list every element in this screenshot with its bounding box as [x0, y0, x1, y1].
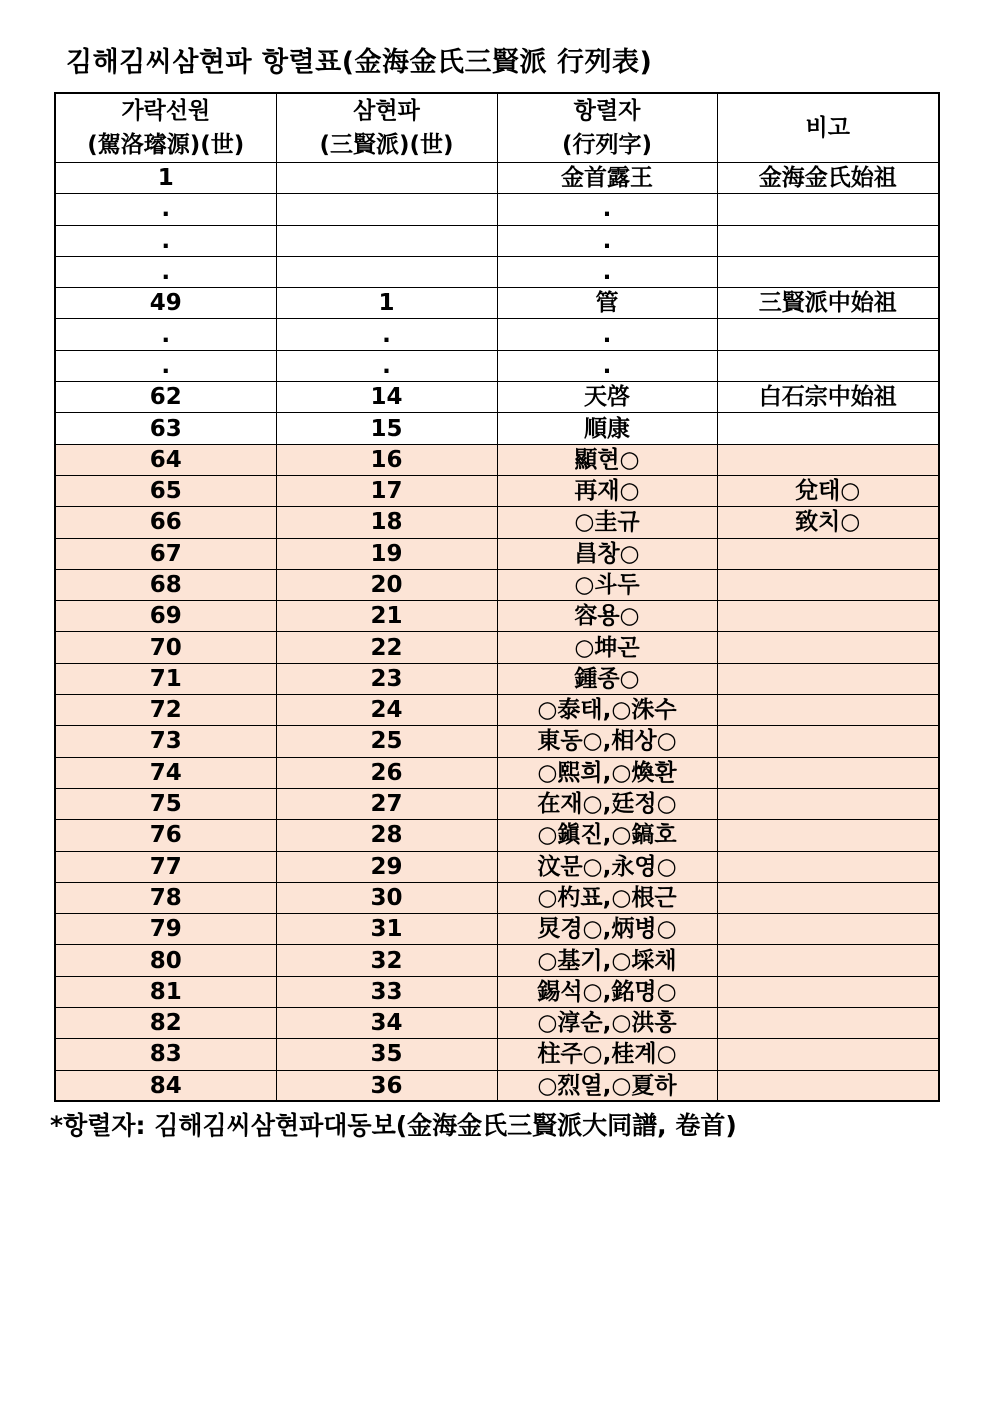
- table-row: [55, 319, 939, 350]
- table-row: [55, 288, 939, 319]
- cell-character: 管: [497, 288, 717, 319]
- cell-generation: 49: [55, 288, 276, 319]
- cell-note: [717, 726, 939, 757]
- cell-note: [717, 256, 939, 287]
- cell-generation: 72: [55, 695, 276, 726]
- cell-note: [717, 663, 939, 694]
- cell-note: 金海金氏始祖: [717, 163, 939, 194]
- cell-note: 兌태○: [717, 475, 939, 506]
- cell-generation: 77: [55, 851, 276, 882]
- cell-branch: 21: [276, 601, 497, 632]
- cell-note: 三賢派中始祖: [717, 288, 939, 319]
- table-row: [55, 507, 939, 538]
- cell-branch: 31: [276, 914, 497, 945]
- cell-branch: 20: [276, 569, 497, 600]
- cell-note: [717, 851, 939, 882]
- cell-note: [717, 319, 939, 350]
- cell-generation: 70: [55, 632, 276, 663]
- cell-generation: 84: [55, 1070, 276, 1101]
- cell-character: 汶문○,永영○: [497, 851, 717, 882]
- cell-generation: 66: [55, 507, 276, 538]
- cell-character: ○烈열,○夏하: [497, 1070, 717, 1101]
- cell-generation: 63: [55, 413, 276, 444]
- cell-note: 白石宗中始祖: [717, 382, 939, 413]
- header-note-label: 비고: [805, 115, 850, 141]
- cell-branch: 23: [276, 663, 497, 694]
- cell-character: ○圭규: [497, 507, 717, 538]
- header-note: [717, 93, 939, 163]
- cell-character: 順康: [497, 413, 717, 444]
- cell-character: 昌창○: [497, 538, 717, 569]
- cell-character: .: [497, 319, 717, 350]
- cell-generation: 69: [55, 601, 276, 632]
- cell-generation: 79: [55, 914, 276, 945]
- cell-branch: 14: [276, 382, 497, 413]
- cell-character: 再재○: [497, 475, 717, 506]
- header-character: [497, 93, 717, 163]
- table-row: [55, 256, 939, 287]
- table-row: [55, 163, 939, 194]
- table-row: [55, 194, 939, 225]
- cell-branch: 29: [276, 851, 497, 882]
- cell-branch: 15: [276, 413, 497, 444]
- cell-note: [717, 757, 939, 788]
- cell-branch: 27: [276, 788, 497, 819]
- cell-note: [717, 882, 939, 913]
- cell-character: ○坤곤: [497, 632, 717, 663]
- cell-character: 柱주○,桂계○: [497, 1039, 717, 1070]
- cell-branch: 22: [276, 632, 497, 663]
- cell-generation: .: [55, 225, 276, 256]
- table-row: [55, 475, 939, 506]
- cell-character: 炅경○,炳병○: [497, 914, 717, 945]
- cell-note: [717, 225, 939, 256]
- cell-branch: [276, 256, 497, 287]
- cell-note: [717, 695, 939, 726]
- cell-character: 容용○: [497, 601, 717, 632]
- cell-branch: 26: [276, 757, 497, 788]
- cell-branch: 35: [276, 1039, 497, 1070]
- cell-generation: 83: [55, 1039, 276, 1070]
- cell-note: [717, 538, 939, 569]
- table-row: [55, 1070, 939, 1101]
- cell-character: ○基기,○埰채: [497, 945, 717, 976]
- cell-note: [717, 1070, 939, 1101]
- header-generation-sublabel: (駕洛璿源)(世): [87, 132, 245, 158]
- cell-character: .: [497, 256, 717, 287]
- cell-branch: [276, 163, 497, 194]
- cell-generation: 1: [55, 163, 276, 194]
- table-row: [55, 695, 939, 726]
- cell-branch: 32: [276, 945, 497, 976]
- table-row: [55, 1008, 939, 1039]
- header-generation-label: 가락선원: [121, 98, 211, 124]
- cell-note: [717, 1039, 939, 1070]
- cell-generation: 75: [55, 788, 276, 819]
- cell-generation: .: [55, 194, 276, 225]
- table-row: [55, 444, 939, 475]
- table-row: [55, 914, 939, 945]
- cell-branch: 28: [276, 820, 497, 851]
- cell-character: 東동○,相상○: [497, 726, 717, 757]
- header-character-sublabel: (行列字): [561, 132, 653, 158]
- cell-generation: 80: [55, 945, 276, 976]
- cell-note: [717, 601, 939, 632]
- table-row: [55, 632, 939, 663]
- cell-note: [717, 444, 939, 475]
- cell-character: 錫석○,銘명○: [497, 976, 717, 1007]
- cell-generation: 73: [55, 726, 276, 757]
- cell-character: .: [497, 350, 717, 381]
- cell-branch: 34: [276, 1008, 497, 1039]
- cell-generation: 78: [55, 882, 276, 913]
- table-row: [55, 1039, 939, 1070]
- cell-generation: 64: [55, 444, 276, 475]
- table-row: [55, 757, 939, 788]
- cell-generation: .: [55, 350, 276, 381]
- cell-generation: .: [55, 319, 276, 350]
- table-row: [55, 538, 939, 569]
- table-row: [55, 225, 939, 256]
- table-row: [55, 851, 939, 882]
- header-character-label: 항렬자: [573, 98, 641, 124]
- cell-note: [717, 914, 939, 945]
- cell-character: ○熙희,○煥환: [497, 757, 717, 788]
- cell-branch: 1: [276, 288, 497, 319]
- table-row: [55, 382, 939, 413]
- cell-generation: .: [55, 256, 276, 287]
- cell-branch: 36: [276, 1070, 497, 1101]
- cell-character: ○淳순,○洪홍: [497, 1008, 717, 1039]
- cell-generation: 62: [55, 382, 276, 413]
- cell-branch: 19: [276, 538, 497, 569]
- cell-branch: .: [276, 350, 497, 381]
- table-row: [55, 413, 939, 444]
- cell-note: [717, 413, 939, 444]
- cell-generation: 74: [55, 757, 276, 788]
- cell-character: ○杓표,○根근: [497, 882, 717, 913]
- cell-generation: 81: [55, 976, 276, 1007]
- table-row: [55, 726, 939, 757]
- table-header-row: [55, 93, 939, 163]
- table-row: [55, 788, 939, 819]
- lineage-table: [54, 92, 940, 1102]
- table-row: [55, 569, 939, 600]
- cell-branch: 17: [276, 475, 497, 506]
- cell-generation: 76: [55, 820, 276, 851]
- table-row: [55, 976, 939, 1007]
- cell-note: [717, 820, 939, 851]
- cell-generation: 65: [55, 475, 276, 506]
- cell-branch: 16: [276, 444, 497, 475]
- cell-character: .: [497, 225, 717, 256]
- cell-branch: 33: [276, 976, 497, 1007]
- cell-character: ○鎭진,○鎬호: [497, 820, 717, 851]
- cell-generation: 67: [55, 538, 276, 569]
- header-branch-label: 삼현파: [353, 98, 420, 124]
- table-row: [55, 820, 939, 851]
- cell-note: [717, 350, 939, 381]
- page-title: 김해김씨삼현파 항렬표(金海金氏三賢派 行列表): [66, 47, 653, 78]
- table-row: [55, 601, 939, 632]
- cell-note: [717, 194, 939, 225]
- cell-generation: 71: [55, 663, 276, 694]
- cell-note: [717, 569, 939, 600]
- cell-character: 顯현○: [497, 444, 717, 475]
- table-row: [55, 663, 939, 694]
- table-row: [55, 882, 939, 913]
- cell-branch: 25: [276, 726, 497, 757]
- cell-note: [717, 1008, 939, 1039]
- cell-character: 天啓: [497, 382, 717, 413]
- table-row: [55, 945, 939, 976]
- cell-character: .: [497, 194, 717, 225]
- cell-note: [717, 788, 939, 819]
- cell-note: [717, 632, 939, 663]
- table-row: [55, 350, 939, 381]
- cell-branch: 18: [276, 507, 497, 538]
- footnote: *항렬자: 김해김씨삼현파대동보(金海金氏三賢派大同譜, 卷首): [50, 1111, 737, 1140]
- header-generation: [55, 93, 276, 163]
- cell-note: [717, 976, 939, 1007]
- cell-branch: [276, 194, 497, 225]
- cell-character: 在재○,廷정○: [497, 788, 717, 819]
- table-body: [55, 163, 939, 1102]
- cell-character: ○泰태,○洙수: [497, 695, 717, 726]
- cell-character: 金首露王: [497, 163, 717, 194]
- header-branch-sublabel: (三賢派)(世): [319, 132, 454, 158]
- cell-character: 鍾종○: [497, 663, 717, 694]
- cell-branch: 30: [276, 882, 497, 913]
- cell-character: ○斗두: [497, 569, 717, 600]
- header-branch: [276, 93, 497, 163]
- cell-branch: 24: [276, 695, 497, 726]
- cell-generation: 82: [55, 1008, 276, 1039]
- cell-branch: .: [276, 319, 497, 350]
- cell-note: [717, 945, 939, 976]
- cell-branch: [276, 225, 497, 256]
- cell-generation: 68: [55, 569, 276, 600]
- cell-note: 致치○: [717, 507, 939, 538]
